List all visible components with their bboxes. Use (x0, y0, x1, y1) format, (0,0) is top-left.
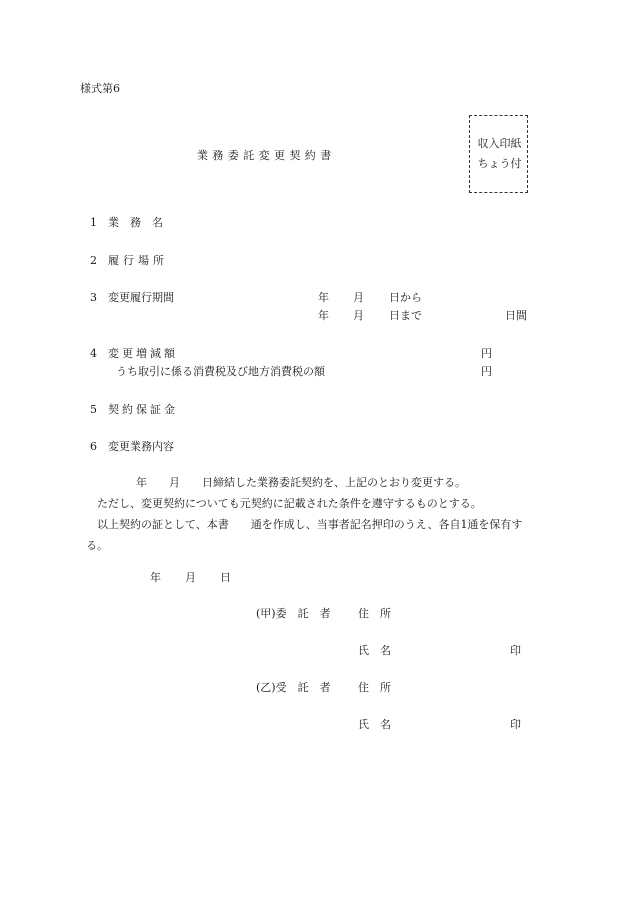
item-4-tax-unit: 円 (481, 365, 492, 378)
party-a-address-label: 住 所 (358, 607, 391, 620)
party-b-seal-mark: 印 (510, 718, 521, 731)
body-line-3: 以上契約の証として、本書 通を作成し、当事者記名押印のうえ、各自1通を保有する。 (86, 518, 523, 552)
item-2-number: 2 (90, 254, 97, 267)
party-a-seal-mark: 印 (510, 644, 521, 657)
period-to-day: 日まで (389, 309, 422, 322)
date-year: 年 (150, 571, 161, 584)
item-4-number: 4 (90, 347, 97, 360)
period-to-month: 月 (353, 309, 364, 322)
party-a-name-label: 氏 名 (358, 644, 391, 657)
period-from-day: 日から (389, 291, 422, 304)
item-4-label: 変更増減額 (108, 347, 178, 360)
party-b-role: (乙)受 託 者 (256, 681, 331, 694)
date-day: 日 (220, 571, 231, 584)
item-1-number: 1 (90, 216, 97, 229)
item-4-unit: 円 (481, 347, 492, 360)
contract-body (86, 472, 536, 556)
party-b-address-label: 住 所 (358, 681, 391, 694)
party-b-name-label: 氏 名 (358, 718, 391, 731)
period-from-month: 月 (353, 291, 364, 304)
item-1-label: 業 務 名 (108, 216, 163, 229)
item-6-number: 6 (90, 440, 97, 453)
item-6-label: 変更業務内容 (108, 440, 174, 453)
stamp-label-line2: ちょう付 (477, 157, 522, 170)
form-number: 様式第6 (80, 82, 120, 95)
period-from-year: 年 (318, 291, 329, 304)
item-3-number: 3 (90, 291, 97, 304)
body-line-1: 年 月 日締結した業務委託契約を、上記のとおり変更する。 (136, 476, 466, 489)
item-4-tax-label: うち取引に係る消費税及び地方消費税の額 (116, 365, 325, 378)
party-a-role: (甲)委 託 者 (256, 607, 331, 620)
body-line-2: ただし、変更契約についても元契約に記載された条件を遵守するものとする。 (97, 497, 482, 510)
period-to-year: 年 (318, 309, 329, 322)
item-5-label: 契約保証金 (108, 403, 178, 416)
revenue-stamp-box (469, 115, 528, 193)
item-5-number: 5 (90, 403, 97, 416)
item-2-label: 履行場所 (108, 254, 168, 267)
item-3-label: 変更履行期間 (108, 291, 174, 304)
stamp-label-line1: 収入印紙 (477, 137, 522, 150)
period-days: 日間 (505, 309, 527, 322)
document-title: 業務委託変更契約書 (197, 149, 336, 162)
date-month: 月 (185, 571, 196, 584)
